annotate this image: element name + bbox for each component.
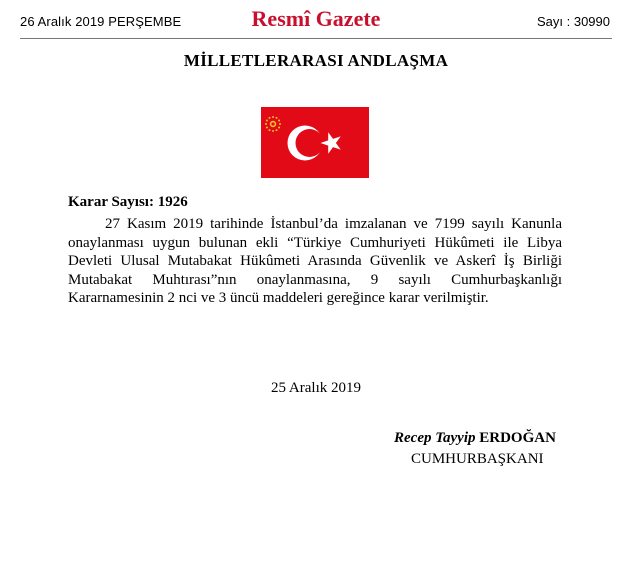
gazette-header [0, 0, 632, 45]
issue-number: Sayı : 30990 [537, 14, 610, 29]
decision-number-label: Karar Sayısı: [68, 194, 154, 210]
flag-crescent-inner [296, 129, 324, 157]
gazette-title: Resmî Gazete [251, 6, 381, 31]
signatory-title: CUMHURBAŞKANI [411, 451, 544, 467]
decision-number-value: 1926 [157, 194, 188, 210]
header-divider [20, 38, 612, 39]
decision-body-text: 27 Kasım 2019 tarihinde İstanbul’da imzalanan ve 7199 sayılı Kanunla onaylanması uygun bulunan ekli “Türkiye Cumhuriyeti Hükûmeti ile Libya Devleti Ulusal Mutabakat Hükûmeti Arasında Güvenlik ve Askerî İş Birliği Mutabakat Muhtırası”nın onaylanmasına, 9 sayılı Cumhurbaşkanlığı Kararnamesinin 2 nci ve 3 üncü maddeleri gereğince karar verilmiştir. [68, 216, 562, 306]
signatory-name [394, 430, 556, 447]
publication-date: 26 Aralık 2019 PERŞEMBE [20, 14, 182, 29]
turkish-flag-icon [261, 107, 369, 178]
signatory-given-names: Recep Tayyip [394, 430, 476, 446]
signature-date: 25 Aralık 2019 [271, 380, 361, 396]
section-title: MİLLETLERARASI ANDLAŞMA [183, 51, 449, 70]
signatory-surname: ERDOĞAN [479, 430, 556, 446]
decision-number [68, 194, 188, 211]
